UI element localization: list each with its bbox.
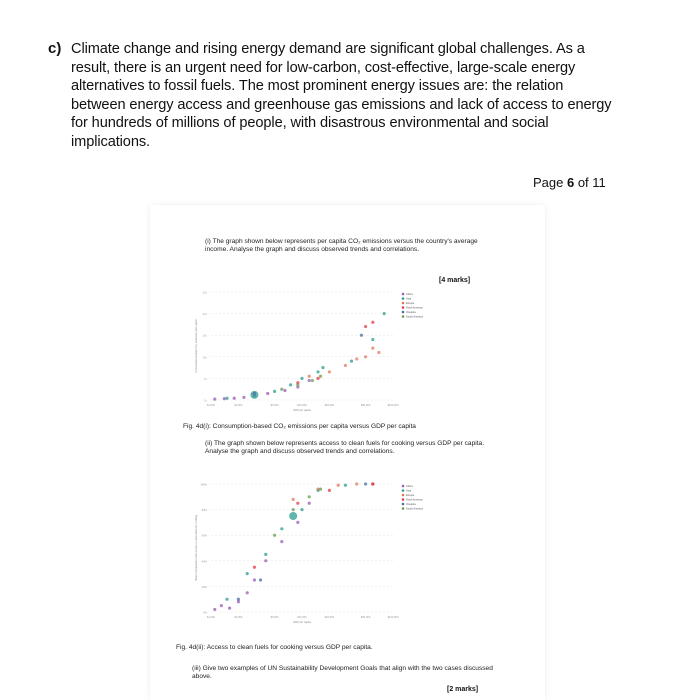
y-tick-label: 25 t bbox=[202, 291, 207, 295]
legend-swatch bbox=[402, 494, 405, 497]
x-tick-label: $10,000 bbox=[297, 404, 307, 407]
data-point bbox=[266, 392, 269, 395]
legend-label: North America bbox=[406, 498, 423, 502]
data-point bbox=[319, 488, 322, 491]
legend-swatch bbox=[402, 315, 405, 318]
data-point bbox=[308, 379, 311, 382]
y-tick-label: 80% bbox=[201, 509, 207, 513]
data-point bbox=[233, 397, 236, 400]
chart-co2-vs-gdp bbox=[195, 280, 435, 410]
data-point bbox=[296, 502, 299, 505]
data-point bbox=[300, 377, 303, 380]
data-point bbox=[308, 495, 311, 498]
data-point bbox=[344, 364, 347, 367]
data-point bbox=[225, 598, 228, 601]
page-suffix: of 11 bbox=[574, 175, 606, 190]
legend-label: South America bbox=[406, 315, 423, 319]
data-point bbox=[253, 578, 256, 581]
legend-label: Oceania bbox=[406, 503, 416, 506]
data-point bbox=[321, 366, 324, 369]
x-tick-label: $5,000 bbox=[270, 404, 279, 407]
data-point bbox=[292, 508, 295, 511]
data-point bbox=[316, 377, 319, 380]
x-tick-label: $5,000 bbox=[270, 616, 279, 619]
data-point bbox=[350, 360, 353, 363]
y-tick-label: 20 t bbox=[202, 313, 207, 317]
data-point bbox=[364, 482, 367, 485]
data-point bbox=[280, 388, 283, 391]
data-point bbox=[289, 512, 297, 520]
data-point bbox=[355, 482, 358, 485]
x-tick-label: $20,000 bbox=[324, 404, 335, 407]
data-point bbox=[344, 484, 347, 487]
data-point bbox=[377, 351, 380, 354]
legend-label: Europe bbox=[406, 302, 415, 305]
data-point bbox=[316, 370, 319, 373]
page-current: 6 bbox=[566, 175, 575, 190]
page-prefix: Page bbox=[533, 175, 567, 190]
part-iii-marks: [2 marks] bbox=[447, 686, 479, 693]
data-point bbox=[296, 383, 299, 386]
x-axis-label: GDP per capita bbox=[293, 409, 311, 412]
data-point bbox=[246, 572, 249, 575]
legend-label: North America bbox=[406, 306, 423, 310]
legend-swatch bbox=[402, 507, 405, 510]
page-indicator bbox=[533, 175, 606, 190]
chart-clean-fuels-vs-gdp bbox=[195, 476, 435, 626]
legend-swatch bbox=[402, 293, 405, 296]
part-iii-text: (iii) Give two examples of UN Sustainability Development Goals that align with the two cases discussed above. bbox=[192, 665, 493, 680]
data-point bbox=[364, 325, 367, 328]
data-point bbox=[213, 398, 216, 401]
y-tick-label: 20% bbox=[201, 585, 207, 589]
data-point bbox=[371, 482, 374, 485]
x-tick-label: $100,000 bbox=[387, 404, 399, 407]
data-point bbox=[283, 389, 286, 392]
x-tick-label: $50,000 bbox=[360, 616, 371, 619]
data-point bbox=[225, 397, 228, 400]
legend-label: Africa bbox=[406, 485, 413, 488]
data-point bbox=[280, 540, 283, 543]
data-point bbox=[360, 334, 363, 337]
x-axis-label: GDP per capita bbox=[293, 621, 311, 624]
x-tick-label: $50,000 bbox=[360, 404, 371, 407]
data-point bbox=[264, 553, 267, 556]
question-text: Climate change and rising energy demand are significant global challenges. As a result, there is an urgent need for low-carbon, cost-effective, large-scale energy alternatives to fossil fuels. The most prominent energy issues are: the relation between energy access and greenhouse gas emissions and lack of access to energy for hundreds of millions of people, with disastrous environmental and social implications. bbox=[71, 41, 612, 150]
legend-swatch bbox=[402, 302, 405, 305]
data-point bbox=[246, 591, 249, 594]
part-i-text: (i) The graph shown below represents per capita CO₂ emissions versus the country's average income. Analyse the graph and discuss observed trends and correlations. bbox=[205, 238, 478, 253]
part-ii-caption: Fig. 4d(ii): Access to clean fuels for cooking versus GDP per capita. bbox=[176, 644, 373, 651]
y-tick-label: 5 t bbox=[204, 377, 207, 381]
data-point bbox=[371, 338, 374, 341]
data-point bbox=[220, 604, 223, 607]
data-point bbox=[253, 392, 256, 395]
legend-label: Europe bbox=[406, 494, 415, 497]
data-point bbox=[328, 370, 331, 373]
x-tick-label: $2,000 bbox=[234, 616, 243, 619]
data-point bbox=[364, 355, 367, 358]
data-point bbox=[296, 521, 299, 524]
legend-swatch bbox=[402, 297, 405, 300]
data-point bbox=[300, 508, 303, 511]
y-tick-label: 60% bbox=[201, 534, 207, 538]
legend-label: Africa bbox=[406, 293, 413, 296]
legend-label: Oceania bbox=[406, 311, 416, 314]
y-tick-label: 40% bbox=[201, 560, 207, 564]
x-tick-label: $2,000 bbox=[234, 404, 243, 407]
legend-swatch bbox=[402, 485, 405, 488]
y-tick-label: 100% bbox=[200, 483, 207, 487]
y-axis-label: Consumption-based CO₂ emissions per capita bbox=[195, 319, 198, 373]
data-point bbox=[223, 397, 226, 400]
data-point bbox=[311, 379, 314, 382]
data-point bbox=[292, 498, 295, 501]
part-ii-text: (ii) The graph shown below represents access to clean fuels for cooking versus GDP per capita. Analyse the graph and discuss observed trends and correlations. bbox=[205, 440, 485, 455]
y-tick-label: 0 t bbox=[204, 399, 207, 403]
legend-swatch bbox=[402, 489, 405, 492]
x-tick-label: $1,000 bbox=[207, 404, 215, 407]
y-tick-label: 0% bbox=[203, 611, 207, 615]
data-point bbox=[383, 312, 386, 315]
data-point bbox=[237, 598, 240, 601]
legend-label: Asia bbox=[406, 489, 412, 493]
x-tick-label: $100,000 bbox=[387, 616, 399, 619]
data-point bbox=[289, 383, 292, 386]
data-point bbox=[319, 375, 322, 378]
data-point bbox=[273, 390, 276, 393]
question-label: c) bbox=[48, 40, 62, 57]
data-point bbox=[259, 578, 262, 581]
part-i-marks: [4 marks] bbox=[439, 277, 471, 284]
data-point bbox=[273, 534, 276, 537]
part-i-caption: Fig. 4d(i): Consumption-based CO₂ emissions per capita versus GDP per capita bbox=[183, 423, 416, 430]
data-point bbox=[337, 484, 340, 487]
data-point bbox=[371, 347, 374, 350]
legend-label: South America bbox=[406, 507, 423, 511]
y-axis-label: Share of population with access to clean fuels for cooking bbox=[195, 514, 198, 582]
x-tick-label: $1,000 bbox=[207, 616, 215, 619]
data-point bbox=[328, 489, 331, 492]
data-point bbox=[264, 559, 267, 562]
legend-label: Asia bbox=[406, 297, 412, 301]
legend-swatch bbox=[402, 498, 405, 501]
x-tick-label: $10,000 bbox=[297, 616, 307, 619]
data-point bbox=[280, 527, 283, 530]
data-point bbox=[308, 502, 311, 505]
x-tick-label: $20,000 bbox=[324, 616, 335, 619]
data-point bbox=[308, 375, 311, 378]
data-point bbox=[228, 607, 231, 610]
y-tick-label: 10 t bbox=[202, 356, 207, 360]
data-point bbox=[213, 608, 216, 611]
data-point bbox=[355, 357, 358, 360]
legend-swatch bbox=[402, 306, 405, 309]
data-point bbox=[242, 396, 245, 399]
data-point bbox=[253, 566, 256, 569]
data-point bbox=[371, 321, 374, 324]
y-tick-label: 15 t bbox=[202, 334, 207, 338]
legend-swatch bbox=[402, 311, 405, 314]
legend-swatch bbox=[402, 503, 405, 506]
